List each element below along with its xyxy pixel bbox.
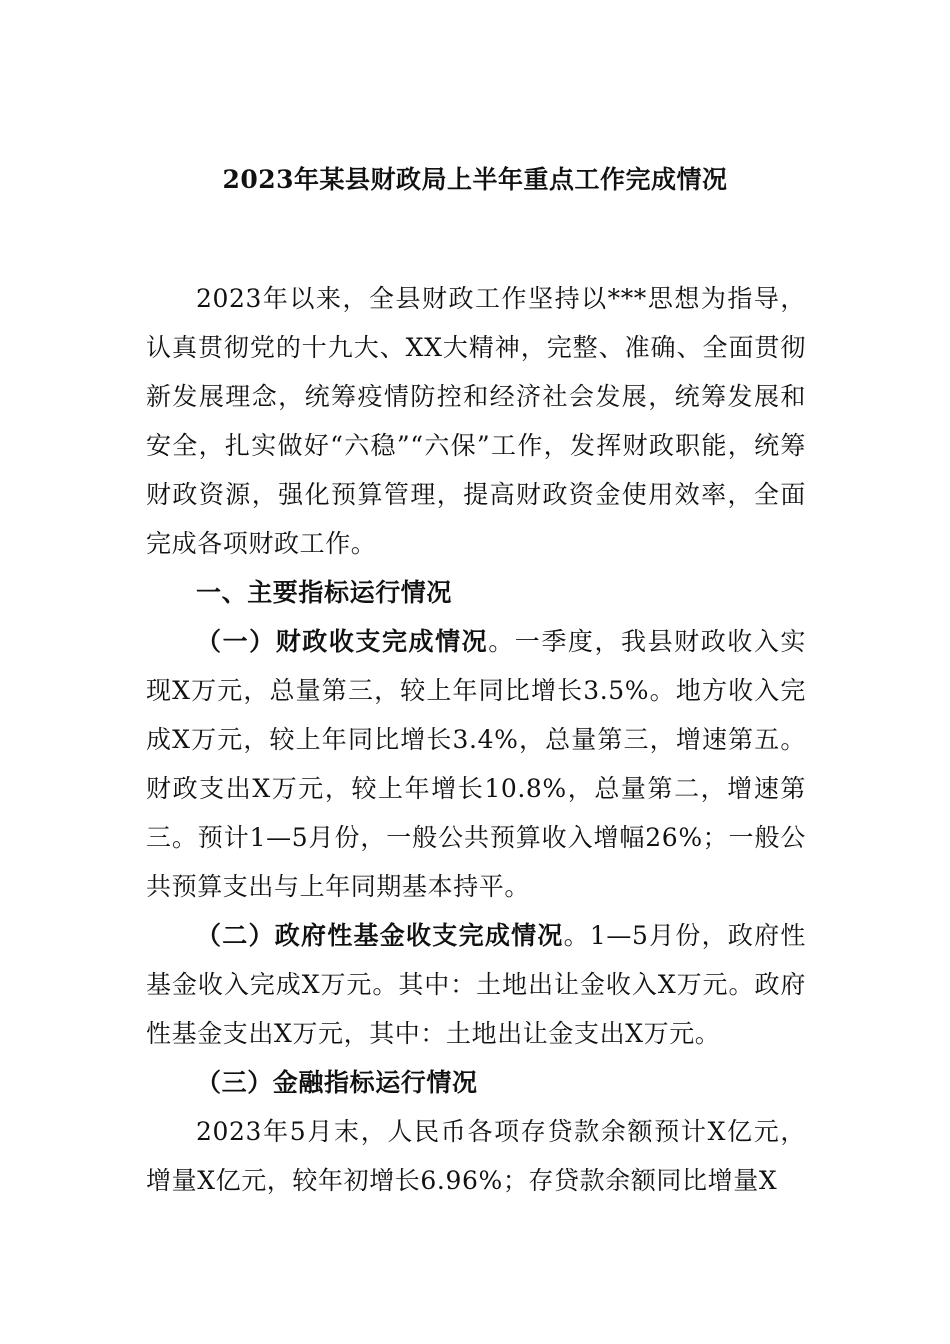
subsection-1-text: 。一季度，我县财政收入实现X万元，总量第三，较上年同比增长3.5%。地方收入完成X万元，较上年同比增长3.4%，总量第三，增速第五。财政支出X万元，较上年增长10.8%，总量第二，增速第三。预计1—5月份，一般公共预算收入增幅26%；一般公共预算支出与上年同期基本持平。 [146, 627, 806, 901]
section-1-heading: 一、主要指标运行情况 [196, 578, 453, 607]
intro-paragraph: 2023年以来，全县财政工作坚持以***思想为指导，认真贯彻党的十九大、XX大精神，完整、准确、全面贯彻新发展理念，统筹疫情防控和经济社会发展，统筹发展和安全，扎实做好“六稳”“六保”工作，发挥财政职能，统筹财政资源，强化预算管理，提高财政资金使用效率，全面完成各项财政工作。 [146, 284, 806, 558]
subsection-2-heading: （二）政府性基金收支完成情况 [196, 921, 564, 950]
subsection-3-paragraph: 2023年5月末，人民币各项存贷款余额预计X亿元，增量X亿元，较年初增长6.96%；存贷款余额同比增量X [146, 1117, 807, 1195]
subsection-2-paragraph [146, 911, 806, 1058]
subsection-1-paragraph [146, 617, 806, 911]
subsection-2-text: 。1—5月份，政府性基金收入完成X万元。其中：土地出让金收入X万元。政府性基金支出X万元，其中：土地出让金支出X万元。 [146, 921, 806, 1048]
document-body [146, 274, 806, 1205]
document-title: 2023年某县财政局上半年重点工作完成情况 [222, 165, 728, 194]
subsection-1-heading: （一）财政收支完成情况 [196, 627, 489, 656]
subsection-3-heading: （三）金融指标运行情况 [196, 1068, 478, 1097]
